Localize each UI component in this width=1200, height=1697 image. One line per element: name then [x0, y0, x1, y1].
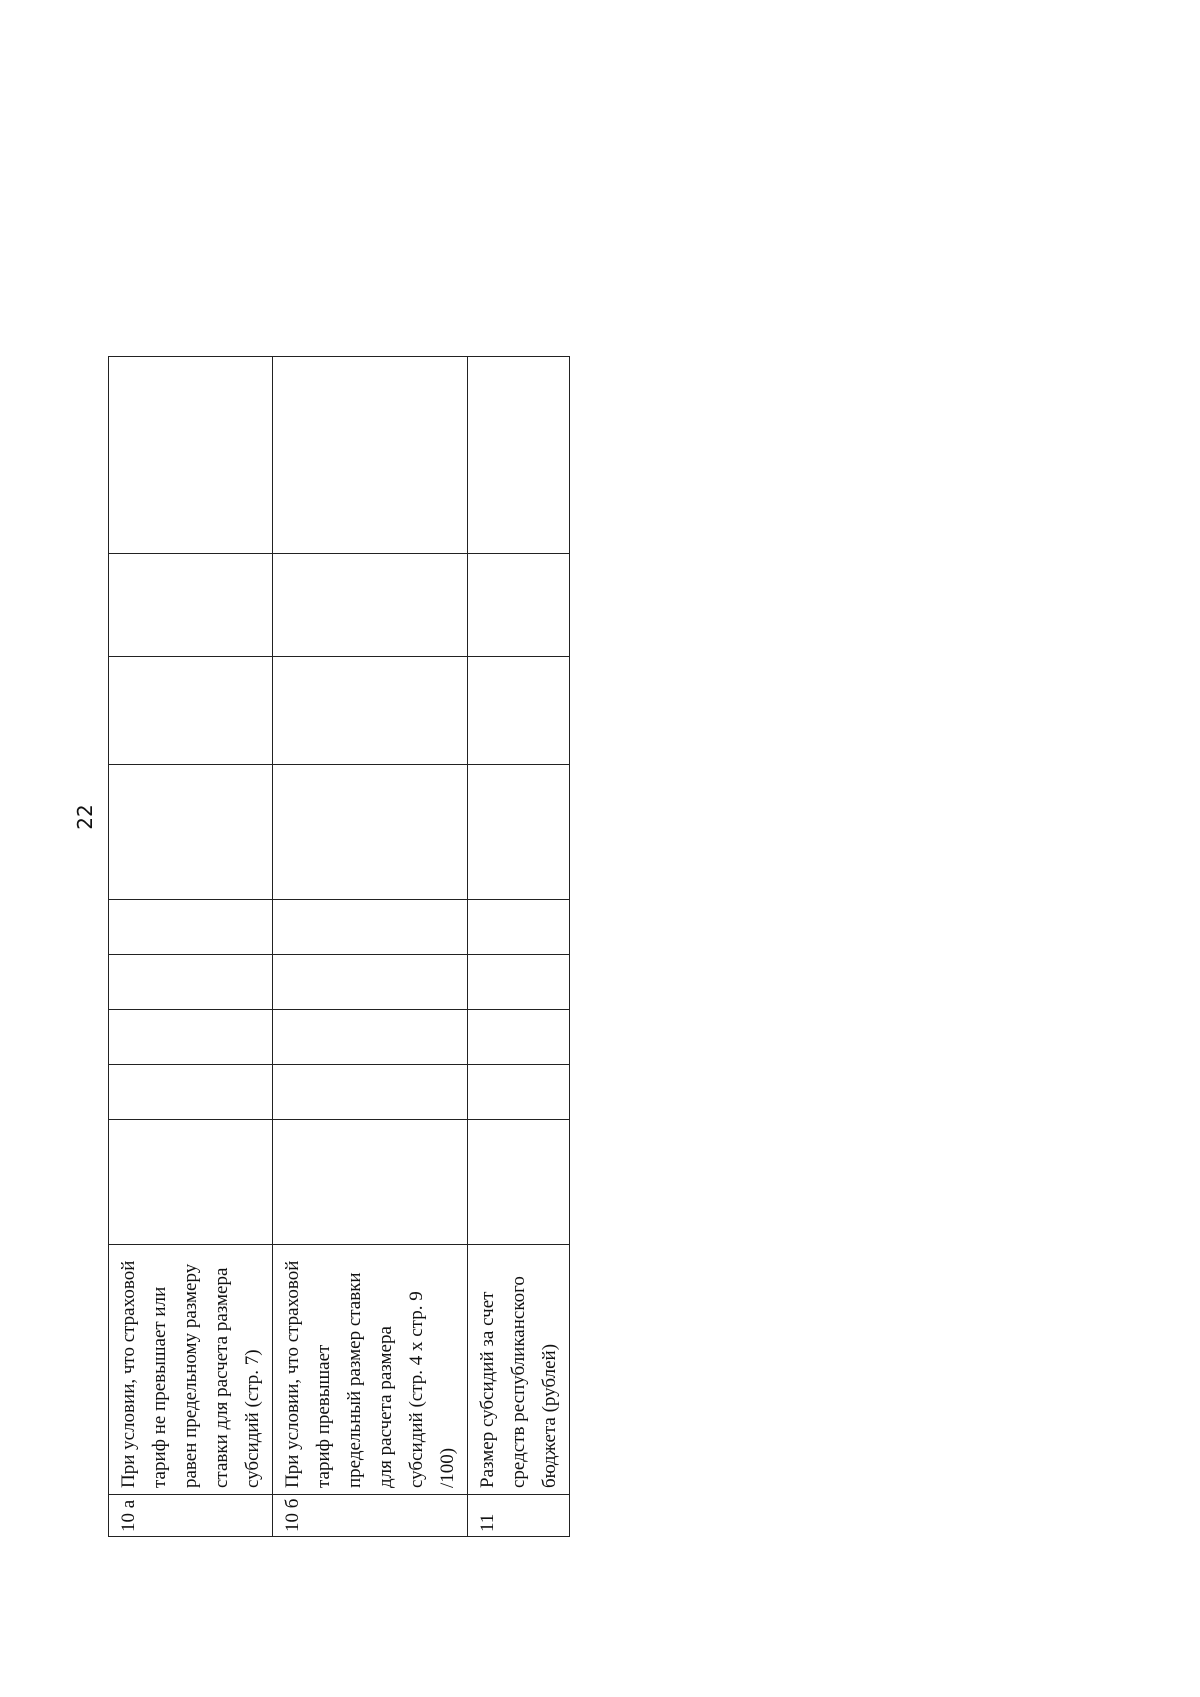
- empty-cell: [109, 357, 273, 554]
- row-description-cell: Размер субсидий за счет средств республиканского бюджета (рублей): [468, 1245, 570, 1495]
- empty-cell: [273, 1120, 468, 1245]
- row-number-cell: 11: [468, 1495, 570, 1537]
- empty-cell: [468, 657, 570, 765]
- empty-cell: [109, 900, 273, 955]
- subsidy-table: [108, 356, 570, 1537]
- empty-cell: [273, 1010, 468, 1065]
- empty-cell: [273, 1065, 468, 1120]
- rotated-table-container: [108, 357, 560, 1537]
- row-number-cell: 10 а: [109, 1495, 273, 1537]
- empty-cell: [109, 955, 273, 1010]
- empty-cell: [468, 1120, 570, 1245]
- table-row: [468, 357, 570, 1537]
- page-number: 22: [73, 804, 97, 830]
- empty-cell: [109, 1065, 273, 1120]
- empty-cell: [273, 900, 468, 955]
- empty-cell: [109, 765, 273, 900]
- empty-cell: [109, 1120, 273, 1245]
- empty-cell: [273, 657, 468, 765]
- empty-cell: [468, 955, 570, 1010]
- empty-cell: [109, 657, 273, 765]
- empty-cell: [468, 554, 570, 657]
- table-row: [273, 357, 468, 1537]
- empty-cell: [273, 765, 468, 900]
- row-number-cell: 10 б: [273, 1495, 468, 1537]
- empty-cell: [273, 357, 468, 554]
- row-description-cell: При условии, что страховой тариф не превышает или равен предельному размеру ставки для расчета размера субсидий (стр. 7): [109, 1245, 273, 1495]
- row-description-cell: При условии, что страховой тариф превышает предельный размер ставки для расчета размера субсидий (стр. 4 х стр. 9 /100): [273, 1245, 468, 1495]
- empty-cell: [468, 357, 570, 554]
- empty-cell: [273, 955, 468, 1010]
- empty-cell: [468, 1010, 570, 1065]
- empty-cell: [109, 1010, 273, 1065]
- empty-cell: [109, 554, 273, 657]
- empty-cell: [468, 900, 570, 955]
- table-row: [109, 357, 273, 1537]
- empty-cell: [273, 554, 468, 657]
- empty-cell: [468, 1065, 570, 1120]
- empty-cell: [468, 765, 570, 900]
